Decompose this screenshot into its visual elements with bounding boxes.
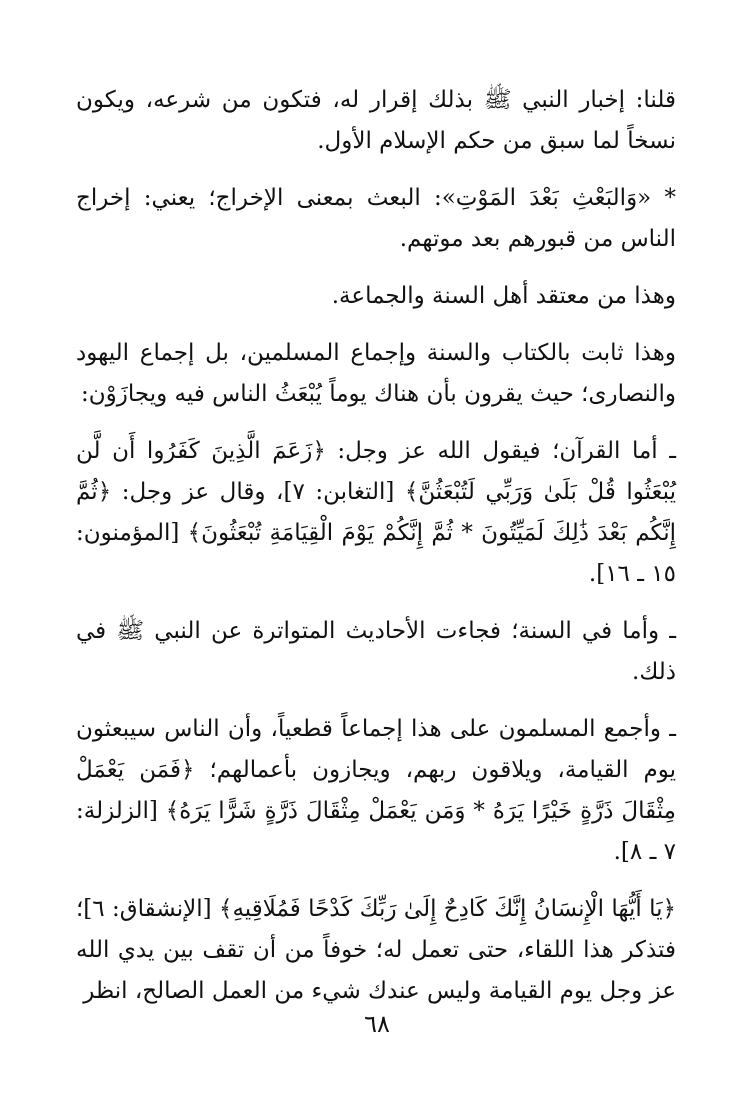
paragraph-consensus-evidence: ـ وأجمع المسلمون على هذا إجماعاً قطعياً، وأن الناس سيبعثون يوم القيامة، ويلاقون ربهم، ويجازون بأعمالهم؛ ﴿فَمَن يَعْمَلْ مِثْقَالَ ذَرَّةٍ خَيْرًا يَرَهُ * وَمَن يَعْمَلْ مِثْقَالَ ذَرَّةٍ شَرًّا يَرَهُ﴾ [الزلزلة: ٧ ـ ٨]. [76,716,677,865]
paragraph-proof-sources: وهذا ثابت بالكتاب والسنة وإجماع المسلمين، بل إجماع اليهود والنصارى؛ حيث يقرون بأن هناك يوماً يُبْعَثُ الناس فيه ويجازَوْن: [76,340,676,407]
paragraph-quran-evidence: ـ أما القرآن؛ فيقول الله عز وجل: ﴿زَعَمَ الَّذِينَ كَفَرُوا أَن لَّن يُبْعَثُوا قُلْ بَلَىٰ وَرَبِّي لَتُبْعَثُنَّ﴾ [التغابن: ٧]، وقال عز وجل: ﴿ثُمَّ إِنَّكُم بَعْدَ ذَٰلِكَ لَمَيِّتُونَ * ثُمَّ إِنَّكُمْ يَوْمَ الْقِيَامَةِ تُبْعَثُونَ﴾ [المؤمنون: ١٥ ـ ١٦]. [76,438,676,587]
paragraph-prophet-confirmation: قلنا: إخبار النبي ﷺ بذلك إقرار له، فتكون من شرعه، ويكون نسخاً لما سبق من حكم الإسلام الأول. [76,87,676,154]
paragraph-resurrection-definition: * «وَالبَعْثِ بَعْدَ المَوْتِ»: البعث بمعنى الإخراج؛ يعني: إخراج الناس من قبورهم بعد موتهم. [76,185,676,252]
paragraph-inshiqaq-verse: ﴿يَا أَيُّهَا الْإِنسَانُ إِنَّكَ كَادِحٌ إِلَىٰ رَبِّكَ كَدْحًا فَمُلَاقِيهِ﴾ [الإنشقاق: ٦]؛ فتذكر هذا اللقاء، حتى تعمل له؛ خوفاً من أن تقف بين يدي الله عز وجل يوم القيامة وليس عندك شيء من العمل الصالح، انظر [76,896,676,1004]
paragraph-sunnah-evidence: ـ وأما في السنة؛ فجاءت الأحاديث المتواترة عن النبي ﷺ في ذلك. [76,618,676,685]
page-number: ٦٨ [364,1010,390,1038]
paragraph-sunnah-belief: وهذا من معتقد أهل السنة والجماعة. [331,283,676,309]
